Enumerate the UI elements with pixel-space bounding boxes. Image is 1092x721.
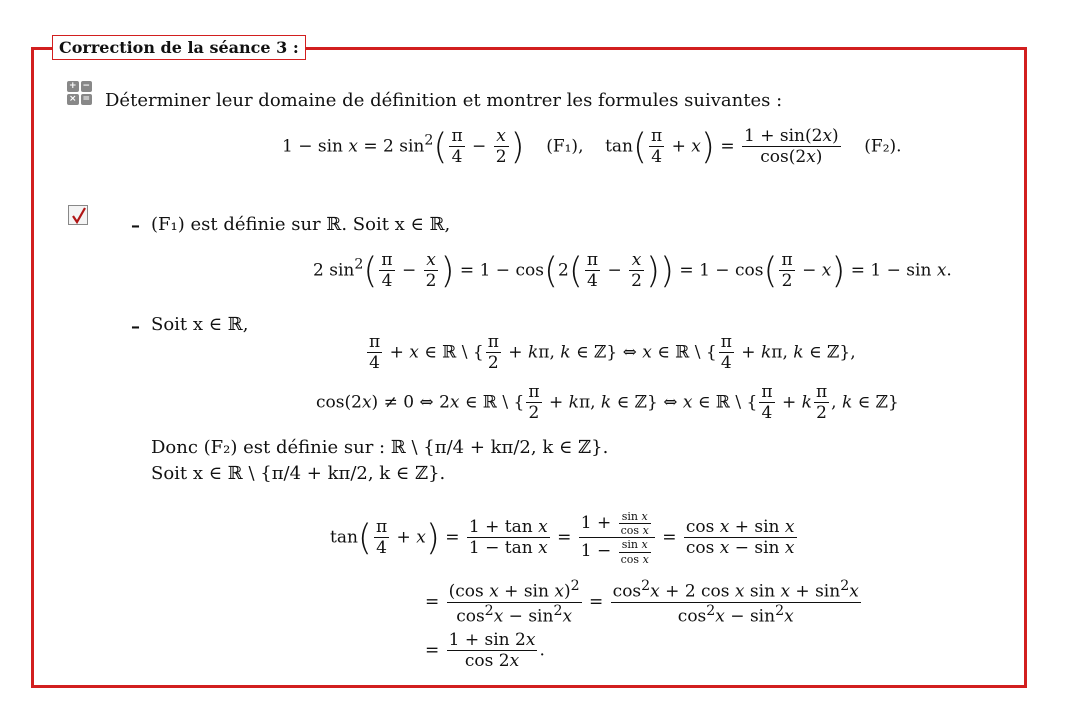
exercise-statement: Déterminer leur domaine de définition et montrer les formules suivantes : (105, 90, 783, 111)
item-bullet: – (131, 215, 140, 236)
item1-text: (F₁) est définie sur ℝ. Soit x ∈ ℝ, (151, 214, 451, 235)
section-title: Correction de la séance 3 : (52, 35, 306, 60)
equation-domain-tan: $\frac{\pi}{4}$ + x ∈ ℝ \ { $\frac{\pi}{2}$ + kπ, k ∈ ℤ} ⇔ x ∈ ℝ \ { $\frac{\pi}{4}$ + kπ, k ∈ ℤ}, (369, 332, 856, 374)
tan-computation-line2: = $\frac{(\cos x + \sin x)^2}{\cos^2x - \sin^2x}$ = $\frac{\cos^2x + 2 \cos x \sin x + \sin^2x}{\cos^2x - \sin^2x}$ (425, 578, 859, 627)
calculator-icon: + − × = (68, 81, 91, 104)
domain-conclusion: Donc (F₂) est définie sur : ℝ \ {π/4 + kπ/2, k ∈ ℤ}. (151, 437, 609, 458)
F1-label: (F₁), (546, 136, 584, 157)
formula-F1-F2: 1 − sin x = 2 $\sin^2$( $\frac{\pi}{4}$ − $\frac{x}{2}$ ) (F₁), tan( $\frac{\pi}{4}$ + x) = $\frac{1 + \sin(2x)}{\cos(2x)}$ (F₂). (282, 126, 902, 168)
checkmark-icon (68, 205, 88, 225)
item2-text: Soit x ∈ ℝ, (151, 314, 249, 335)
domain-hypothesis: Soit x ∈ ℝ \ {π/4 + kπ/2, k ∈ ℤ}. (151, 463, 446, 484)
tan-computation-line3: = $\frac{1 + \sin 2x}{\cos 2x}$ . (425, 630, 545, 672)
equation-F1-proof: 2 $\sin^2$( $\frac{\pi}{4}$ − $\frac{x}{2}$ ) = 1 − cos(2( $\frac{\pi}{4}$ − $\frac{x}{2}$ )) = 1 − cos( $\frac{\pi}{2}$ − x) = 1 − sin x. (313, 250, 952, 292)
tan-computation-line1: tan( $\frac{\pi}{4}$ + x) = $\frac{\text{1 + tan x}}{\text{1 − tan x}}$ = 1 + $\frac{\text{sin x}}{\text{cos x}}$ 1 − $\frac{\text{sin x}}{\text{cos x}}$ = $\frac{\text{cos x + sin x}}{\text{cos x − sin x}}$ (330, 510, 795, 566)
F2-label: (F₂). (864, 136, 902, 157)
item-bullet: – (131, 316, 140, 337)
equation-domain-cos: cos(2x) ≠ 0 ⇔ 2x ∈ ℝ \ { $\frac{\pi}{2}$ + kπ, k ∈ ℤ} ⇔ x ∈ ℝ \ { $\frac{\pi}{4}$ + k $\frac{\pi}{2}$ , k ∈ ℤ} (316, 382, 899, 424)
